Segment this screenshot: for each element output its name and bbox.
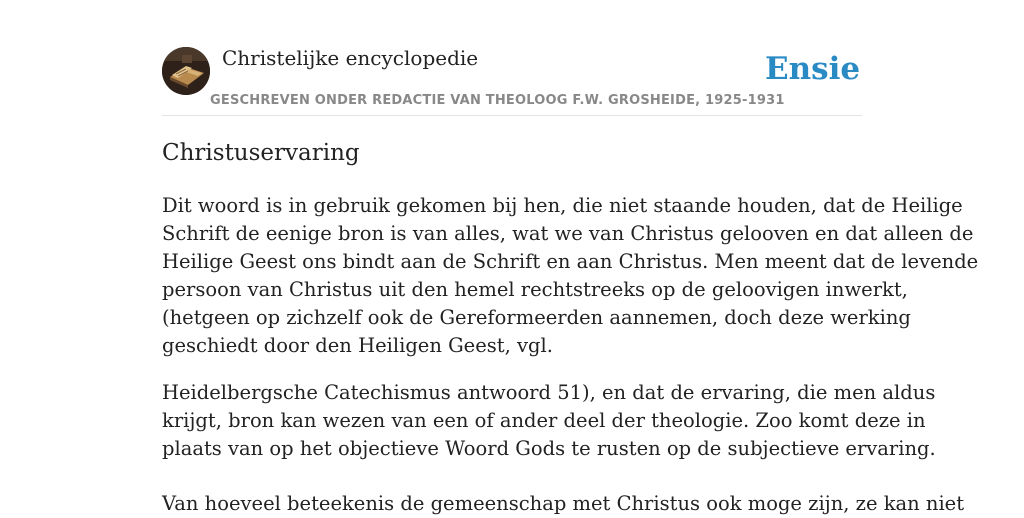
brand-logo[interactable]: Ensie <box>765 51 861 87</box>
paragraph-line: Schrift de eenige bron is van alles, wat we van Christus gelooven en dat alleen de <box>162 222 974 245</box>
paragraph-line: krijgt, bron kan wezen van een of ander deel der theologie. Zoo komt deze in <box>162 409 926 432</box>
header-divider <box>162 115 862 116</box>
site-subtitle: GESCHREVEN ONDER REDACTIE VAN THEOLOOG F.W. GROSHEIDE, 1925-1931 <box>210 93 785 108</box>
paragraph-line: (hetgeen op zichzelf ook de Gereformeerden aannemen, doch deze werking <box>162 306 911 329</box>
article-paragraph <box>162 490 965 518</box>
paragraph-line: plaats van op het objectieve Woord Gods te rusten op de subjectieve ervaring. <box>162 437 936 460</box>
article-paragraph <box>162 192 979 360</box>
paragraph-line: Van hoeveel beteekenis de gemeenschap met Christus ook moge zijn, ze kan niet <box>162 492 965 515</box>
paragraph-line: Heidelbergsche Catechismus antwoord 51), en dat de ervaring, die men aldus <box>162 381 936 404</box>
article-title: Christuservaring <box>162 140 360 166</box>
paragraph-line: persoon van Christus uit den hemel rechtstreeks op de geloovigen inwerkt, <box>162 278 908 301</box>
site-title[interactable]: Christelijke encyclopedie <box>222 46 479 70</box>
paragraph-line: Heilige Geest ons bindt aan de Schrift en aan Christus. Men meent dat de levende <box>162 250 979 273</box>
article-paragraph <box>162 379 936 463</box>
book-photo-icon[interactable] <box>162 47 210 95</box>
paragraph-line: geschiedt door den Heiligen Geest, vgl. <box>162 334 553 357</box>
paragraph-line: Dit woord is in gebruik gekomen bij hen, die niet staande houden, dat de Heilige <box>162 194 963 217</box>
